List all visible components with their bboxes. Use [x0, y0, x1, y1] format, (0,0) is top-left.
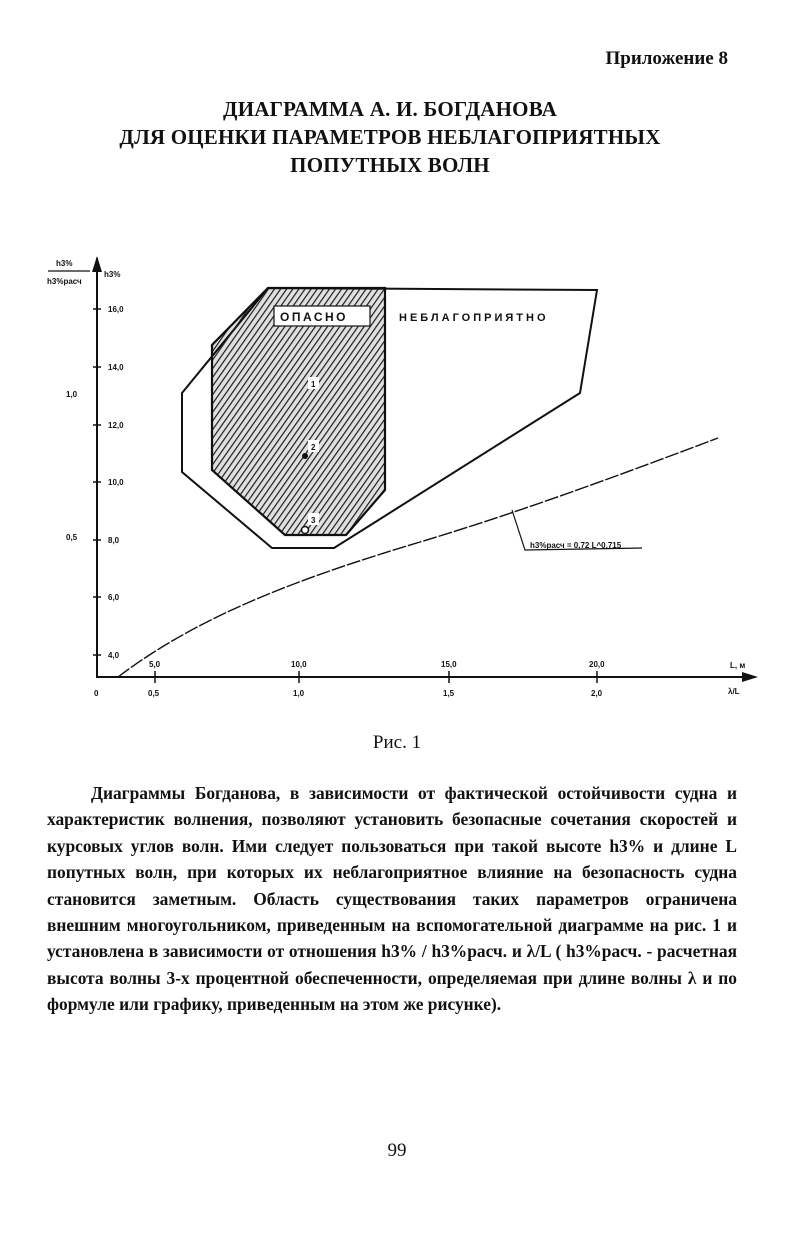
x-tick-label-ratio: 2,0 [591, 689, 603, 698]
x-tick-label-ratio: 1,0 [293, 689, 305, 698]
point-2-label: 2 [311, 443, 316, 452]
title-line-3: ПОПУТНЫХ ВОЛН [290, 153, 490, 177]
point-2-marker [302, 453, 308, 459]
y-tick-label: 12,0 [108, 421, 124, 430]
page-number: 99 [387, 1140, 407, 1161]
point-3-label: 3 [311, 516, 316, 525]
y-tick-label: 8,0 [108, 536, 120, 545]
title-line-1: ДИАГРАММА А. И. БОГДАНОВА [223, 97, 557, 121]
y-label: h3% [104, 270, 121, 279]
y-ratio-tick-label: 1,0 [66, 390, 78, 399]
x-label-top: L, м [730, 661, 746, 670]
y-tick-label: 16,0 [108, 305, 124, 314]
point-3-marker [302, 527, 309, 534]
x-axis-arrow-icon [742, 672, 758, 682]
y-tick-label: 6,0 [108, 593, 120, 602]
point-1-label: 1 [311, 380, 316, 389]
danger-zone-label: ОПАСНО [280, 310, 348, 324]
y-tick-label: 14,0 [108, 363, 124, 372]
x-tick-label-L: 15,0 [441, 660, 457, 669]
body-paragraph: Диаграммы Богданова, в зависимости от фактической остойчивости судна и характеристик волнения, позволяют установить безопасные сочетания скоростей и курсовых углов волн. Ими следует пользоваться при такой высоте h3% и длине L попутных волн, при которых их неблагоприятное влияние на безопасность судна становится заметным. Область существования таких параметров ограничена внешним многоугольником, приведенным на вспомогательной диаграмме на рис. 1 и установлена в зависимости от отношения h3% / h3%расч. и λ/L ( h3%расч. - расчетная высота волны 3-х процентной обеспеченности, определяемая при длине волны λ и по формуле или графику, приведенным на этом же рисунке). [47, 783, 737, 1015]
x-tick-label-ratio: 0 [94, 689, 99, 698]
y-tick-label: 4,0 [108, 651, 120, 660]
y-ratio-label-bottom: h3%расч [47, 277, 82, 286]
appendix-label: Приложение 8 [605, 48, 728, 69]
x-label-bottom: λ/L [728, 687, 740, 696]
design-wave-height-curve [118, 438, 718, 677]
x-tick-label-L: 20,0 [589, 660, 605, 669]
formula-label: h3%расч = 0,72 L^0,715 [530, 541, 622, 550]
body-text [47, 780, 737, 1018]
figure-caption: Рис. 1 [372, 732, 422, 753]
y-ratio-tick-label: 0,5 [66, 533, 78, 542]
x-tick-label-ratio: 1,5 [443, 689, 455, 698]
y-tick-label: 10,0 [108, 478, 124, 487]
y-axis-arrow-icon [92, 256, 102, 272]
y-ratio-label-top: h3% [56, 259, 73, 268]
x-tick-label-ratio: 0,5 [148, 689, 160, 698]
title-line-2: ДЛЯ ОЦЕНКИ ПАРАМЕТРОВ НЕБЛАГОПРИЯТНЫХ [119, 125, 661, 149]
x-tick-label-L: 10,0 [291, 660, 307, 669]
unfavorable-zone-label: НЕБЛАГОПРИЯТНО [399, 312, 549, 324]
x-tick-label-L: 5,0 [149, 660, 161, 669]
